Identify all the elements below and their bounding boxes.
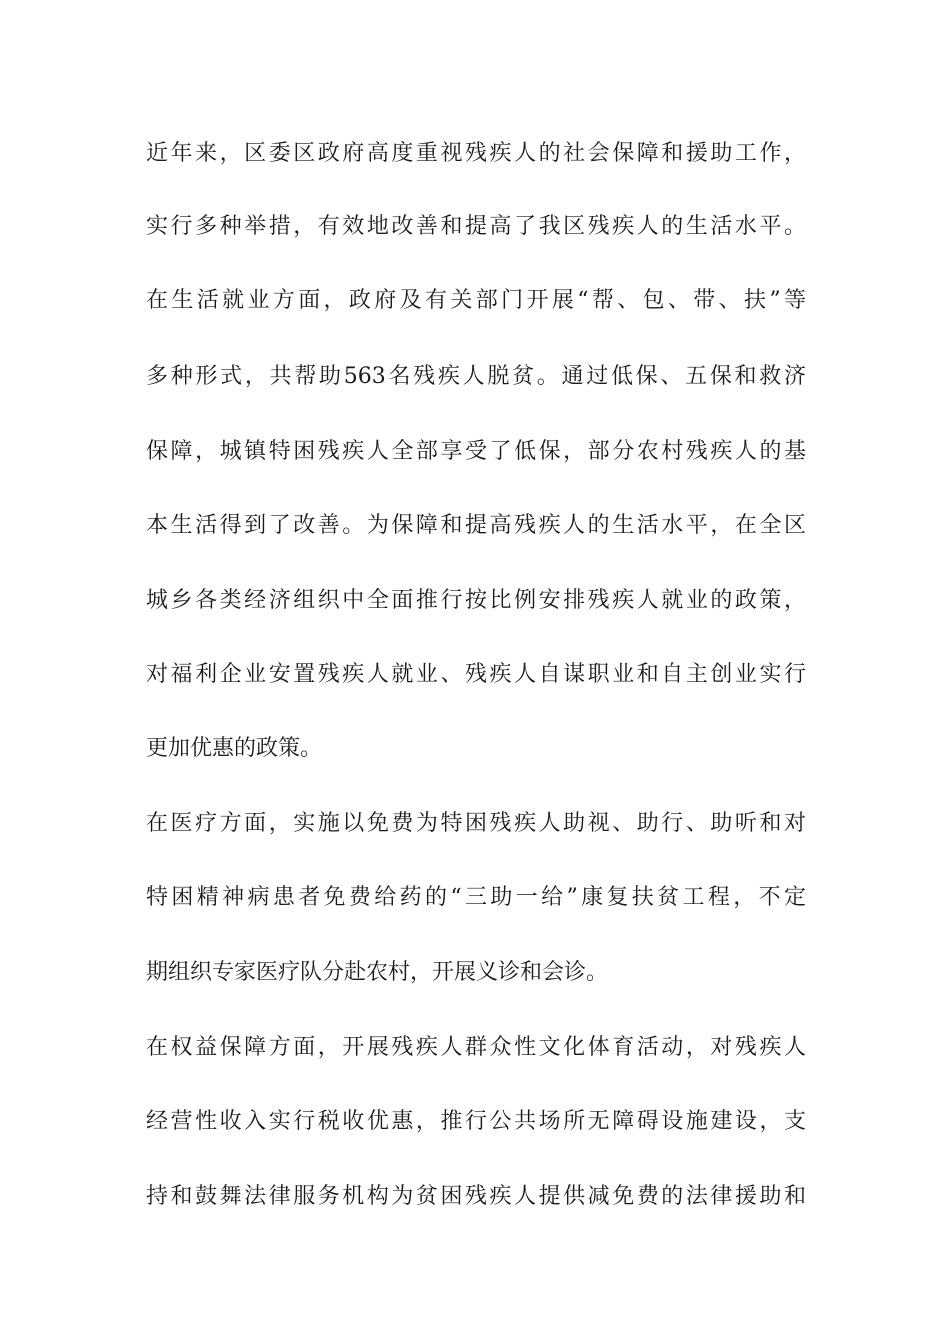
text-line: 在生活就业方面，政府及有关部门开展“帮、包、带、扶”等 — [146, 288, 806, 313]
text-line: 多种形式，共帮助563名残疾人脱贫。通过低保、五保和救济 — [146, 364, 806, 389]
text-line: 保障，城镇特困残疾人全部享受了低保，部分农村残疾人的基 — [146, 439, 806, 464]
text-line: 特困精神病患者免费给药的“三助一给”康复扶贫工程，不定 — [146, 885, 806, 910]
text-line: 在权益保障方面，开展残疾人群众性文化体育活动，对残疾人 — [146, 1035, 806, 1060]
text-line: 更加优惠的政策。 — [146, 736, 323, 761]
text-line: 在医疗方面，实施以免费为特困残疾人助视、助行、助听和对 — [146, 811, 806, 836]
text-line: 持和鼓舞法律服务机构为贫困残疾人提供减免费的法律援助和 — [146, 1184, 806, 1209]
text-line: 城乡各类经济组织中全面推行按比例安排残疾人就业的政策， — [146, 588, 806, 613]
text-line: 实行多种举措，有效地改善和提高了我区残疾人的生活水平。 — [146, 214, 806, 239]
text-line: 经营性收入实行税收优惠，推行公共场所无障碍设施建设，支 — [146, 1109, 806, 1134]
text-line: 期组织专家医疗队分赴农村，开展义诊和会诊。 — [146, 960, 609, 985]
text-line: 本生活得到了改善。为保障和提高残疾人的生活水平，在全区 — [146, 513, 806, 538]
text-line: 对福利企业安置残疾人就业、残疾人自谋职业和自主创业实行 — [146, 662, 806, 687]
text-line: 近年来，区委区政府高度重视残疾人的社会保障和援助工作， — [146, 141, 806, 166]
